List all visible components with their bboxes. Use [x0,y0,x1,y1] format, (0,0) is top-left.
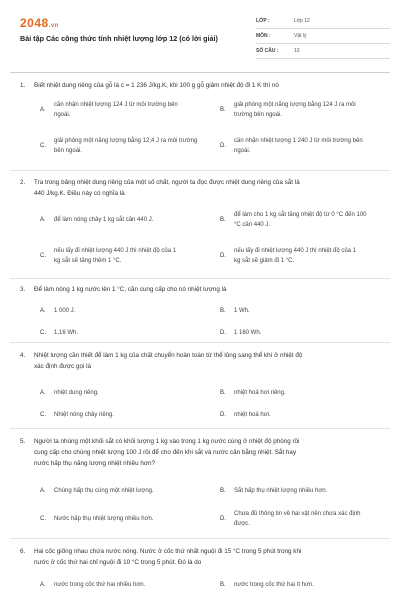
option-letter: A. [40,582,46,588]
logo-text: 2048 [20,16,49,30]
meta-label: SỐ CÂU : [256,48,279,54]
option-letter: D. [220,412,226,418]
question-line: Tra trong bảng nhiệt dung riêng của một số chất, người ta đọc được nhiệt dung riêng của sắt là [34,179,300,186]
question-text [20,546,380,568]
option-letter: A. [40,217,46,223]
option-letter: C. [40,330,46,336]
option-text: Nước hấp thụ nhiệt lượng nhiều hơn. [54,516,154,522]
option-text: nhiệt hoá hơi riêng. [234,390,286,396]
question-text [20,436,380,469]
option-text: nước trong cốc thứ hai nhiều hơn. [54,582,146,588]
option-text: cần nhận nhiệt lượng 1 240 J từ môi trường bên ngoài. [234,138,363,154]
question-line: 440 J/kg.K. Điều này có nghĩa là [34,190,125,197]
site-logo[interactable] [20,16,59,30]
question-1 [20,80,380,154]
meta-value: Lớp 12 [294,18,310,24]
option-text: 1,16 Wh. [54,330,79,336]
option-letter: B. [220,582,226,588]
question-line: Người ta nhúng một khối sắt có khối lượng 1 kg vào trong 1 kg nước cùng ở nhiệt độ phòng rồi [34,438,300,445]
question-text [20,177,380,199]
option-text: giải phóng một năng lượng bằng 124 J ra môi trường bên ngoài. [234,102,356,118]
meta-row-count [256,44,390,59]
option-text: 1 000 J. [54,308,76,314]
meta-value: Vật lý [294,33,307,39]
option-letter: B. [220,308,226,314]
option-letter: B. [220,107,226,113]
option-letter: C. [40,516,46,522]
option-text: nếu lấy đi nhiệt lượng 440 J thì nhiệt độ của 1 kg sắt sẽ tăng thêm 1 °C. [54,248,177,264]
question-text [20,80,380,91]
meta-label: MÔN : [256,33,271,39]
question-2 [20,177,380,264]
question-text [20,284,380,295]
option-text: nếu lấy đi nhiệt lượng 440 J thì nhiệt độ của 1 kg sắt sẽ giảm đi 1 °C. [234,248,357,264]
meta-row-class [256,14,390,29]
option-text: nước trong cốc thứ hai ít hơn. [234,582,314,588]
document-title: Bài tập Các công thức tính nhiệt lượng lớp 12 (có lời giải) [20,34,218,43]
question-line: xác định được gọi là [34,363,92,370]
question-divider [10,278,390,279]
question-divider [10,342,390,343]
question-line: Biết nhiệt dung riêng của gỗ là c = 1 236 J/kg.K, khi 100 g gỗ giảm nhiệt độ đi 1 K thì nó [34,82,279,89]
option-letter: C. [40,253,46,259]
question-number: 4. [20,352,26,359]
question-6 [20,546,380,588]
question-divider [10,170,390,171]
logo-tld: .vn [48,23,59,29]
question-5 [20,436,380,527]
option-text: nhiệt hoá hơi. [234,412,271,418]
option-letter: A. [40,488,46,494]
option-text: Nhiệt nóng chảy riêng. [54,412,115,418]
option-letter: B. [220,217,226,223]
question-line: cung cấp cho chúng nhiệt lượng 100 J rồi để cho đến khi sắt và nước cân bằng nhiệt. Sắt hay [34,449,297,456]
question-4 [20,350,380,418]
option-letter: D. [220,143,226,149]
question-number: 5. [20,438,26,445]
question-divider [10,428,390,429]
document-header [10,10,390,62]
option-letter: B. [220,390,226,396]
option-letter: A. [40,390,46,396]
question-number: 3. [20,286,26,293]
question-number: 2. [20,179,26,186]
meta-row-subject [256,29,390,44]
option-letter: A. [40,107,46,113]
question-line: Nhiệt lượng cần thiết để làm 1 kg của chất chuyển hoàn toàn từ thể lỏng sang thể khí ở nhiệt độ [34,352,303,359]
option-text: Chưa đủ thông tin về hai vật nên chưa xác định được. [234,511,361,527]
option-text: Chúng hấp thụ cùng một nhiệt lượng. [54,488,154,494]
option-letter: B. [220,488,226,494]
question-line: Để làm nóng 1 kg nước lên 1 °C, cần cung cấp cho nó nhiệt lượng là [34,286,227,293]
question-line: nước hấp thụ năng lượng nhiệt nhiều hơn? [34,460,155,467]
option-letter: A. [40,308,46,314]
header-divider [10,72,390,73]
meta-label: LỚP : [256,18,270,24]
option-text: để làm cho 1 kg sắt tăng nhiệt độ từ 0 °C đến 100 °C cần 440 J. [234,212,367,228]
meta-value: 13 [294,48,300,54]
option-text: Sắt hấp thụ nhiệt lượng nhiều hơn. [234,488,328,494]
option-letter: C. [40,412,46,418]
document-meta [256,14,390,59]
question-3 [20,284,380,336]
question-number: 6. [20,548,26,555]
option-text: 1 Wh. [234,308,250,314]
question-text [20,350,380,372]
option-letter: D. [220,516,226,522]
option-text: giải phóng một năng lượng bằng 12,4 J ra môi trường bên ngoài. [54,138,198,154]
option-text: 1 160 Wh. [234,330,262,336]
option-letter: D. [220,330,226,336]
option-text: cần nhận nhiệt lượng 124 J từ môi trường bên ngoài. [54,102,178,118]
option-letter: C. [40,143,46,149]
question-line: nước ở cốc thứ hai chỉ nguội đi 10 °C trong 5 phút. Đó là do [34,559,202,566]
question-divider [10,538,390,539]
option-letter: D. [220,253,226,259]
question-number: 1. [20,82,26,89]
option-text: để làm nóng chảy 1 kg sắt cần 440 J. [54,217,154,223]
option-text: nhiệt dung riêng. [54,390,99,396]
question-line: Hai cốc giống nhau chứa nước nóng. Nước ở cốc thứ nhất nguội đi 15 °C trong 5 phút trong khi [34,548,302,555]
